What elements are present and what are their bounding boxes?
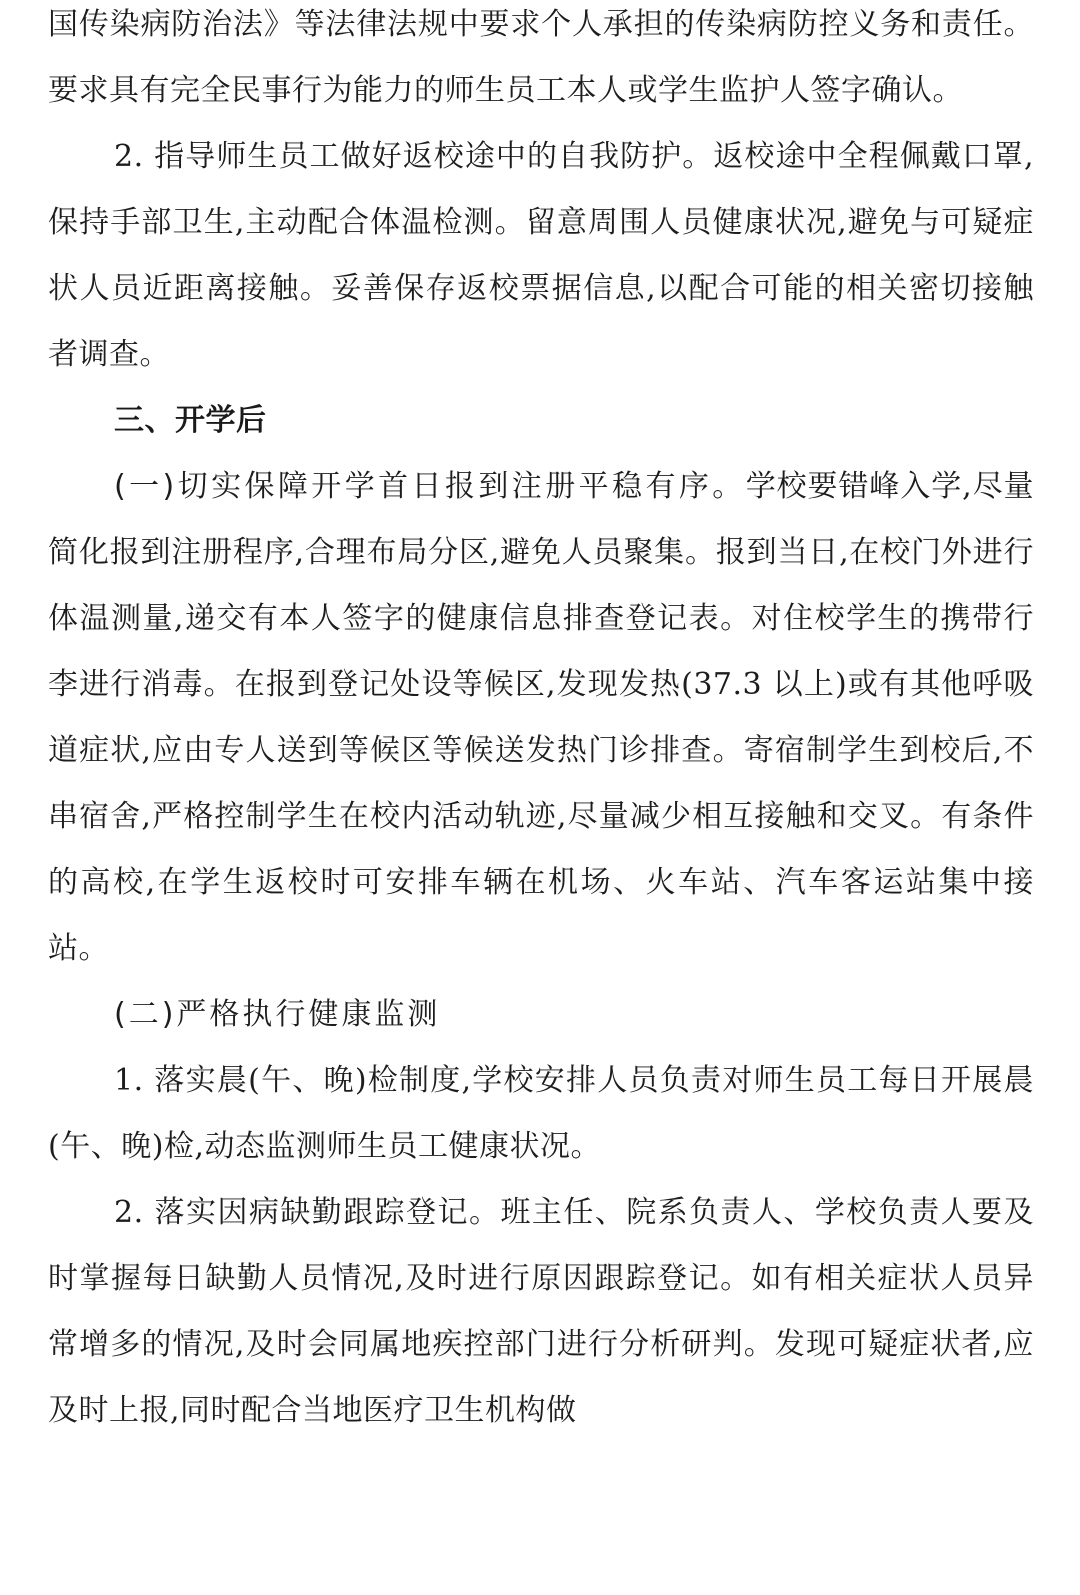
subsection-title-health-monitoring bbox=[48, 982, 1034, 1048]
paragraph-registration-body: 学校要错峰入学,尽量简化报到注册程序,合理布局分区,避免人员聚集。报到当日,在校门外进行体温测量,递交有本人签字的健康信息排查登记表。对住校学生的携带行李进行消毒。在报到登记处设等候区,发现发热(37.3 以上)或有其他呼吸道症状,应由专人送到等候区等候送发热门诊排查。寄宿制学生到校后,不串宿舍,严格控制学生在校内活动轨迹,尽量减少相互接触和交叉。有条件的高校,在学生返校时可安排车辆在机场、火车站、汽车客运站集中接站。 bbox=[48, 469, 1034, 966]
subsection-title-registration: (一)切实保障开学首日报到注册平稳有序。 bbox=[114, 469, 746, 504]
section-heading: 三、开学后 bbox=[114, 403, 267, 438]
paragraph-self-protection: 2. 指导师生员工做好返校途中的自我防护。返校途中全程佩戴口罩,保持手部卫生,主动配合体温检测。留意周围人员健康状况,避免与可疑症状人员近距离接触。妥善保存返校票据信息,以配合可能的相关密切接触者调查。 bbox=[48, 139, 1034, 372]
paragraph-registration bbox=[48, 454, 1034, 982]
subsection-title-health-monitoring-text: (二)严格执行健康监测 bbox=[114, 997, 441, 1032]
document-body bbox=[48, 0, 1034, 1444]
paragraph-absence-tracking: 2. 落实因病缺勤跟踪登记。班主任、院系负责人、学校负责人要及时掌握每日缺勤人员情况,及时进行原因跟踪登记。如有相关症状人员异常增多的情况,及时会同属地疾控部门进行分析研判。发现可疑症状者,应及时上报,同时配合当地医疗卫生机构做 bbox=[48, 1195, 1034, 1428]
paragraph-continuation: 国传染病防治法》等法律法规中要求个人承担的传染病防控义务和责任。要求具有完全民事行为能力的师生员工本人或学生监护人签字确认。 bbox=[48, 7, 1034, 108]
paragraph-morning-check: 1. 落实晨(午、晚)检制度,学校安排人员负责对师生员工每日开展晨(午、晚)检,动态监测师生员工健康状况。 bbox=[48, 1063, 1034, 1164]
